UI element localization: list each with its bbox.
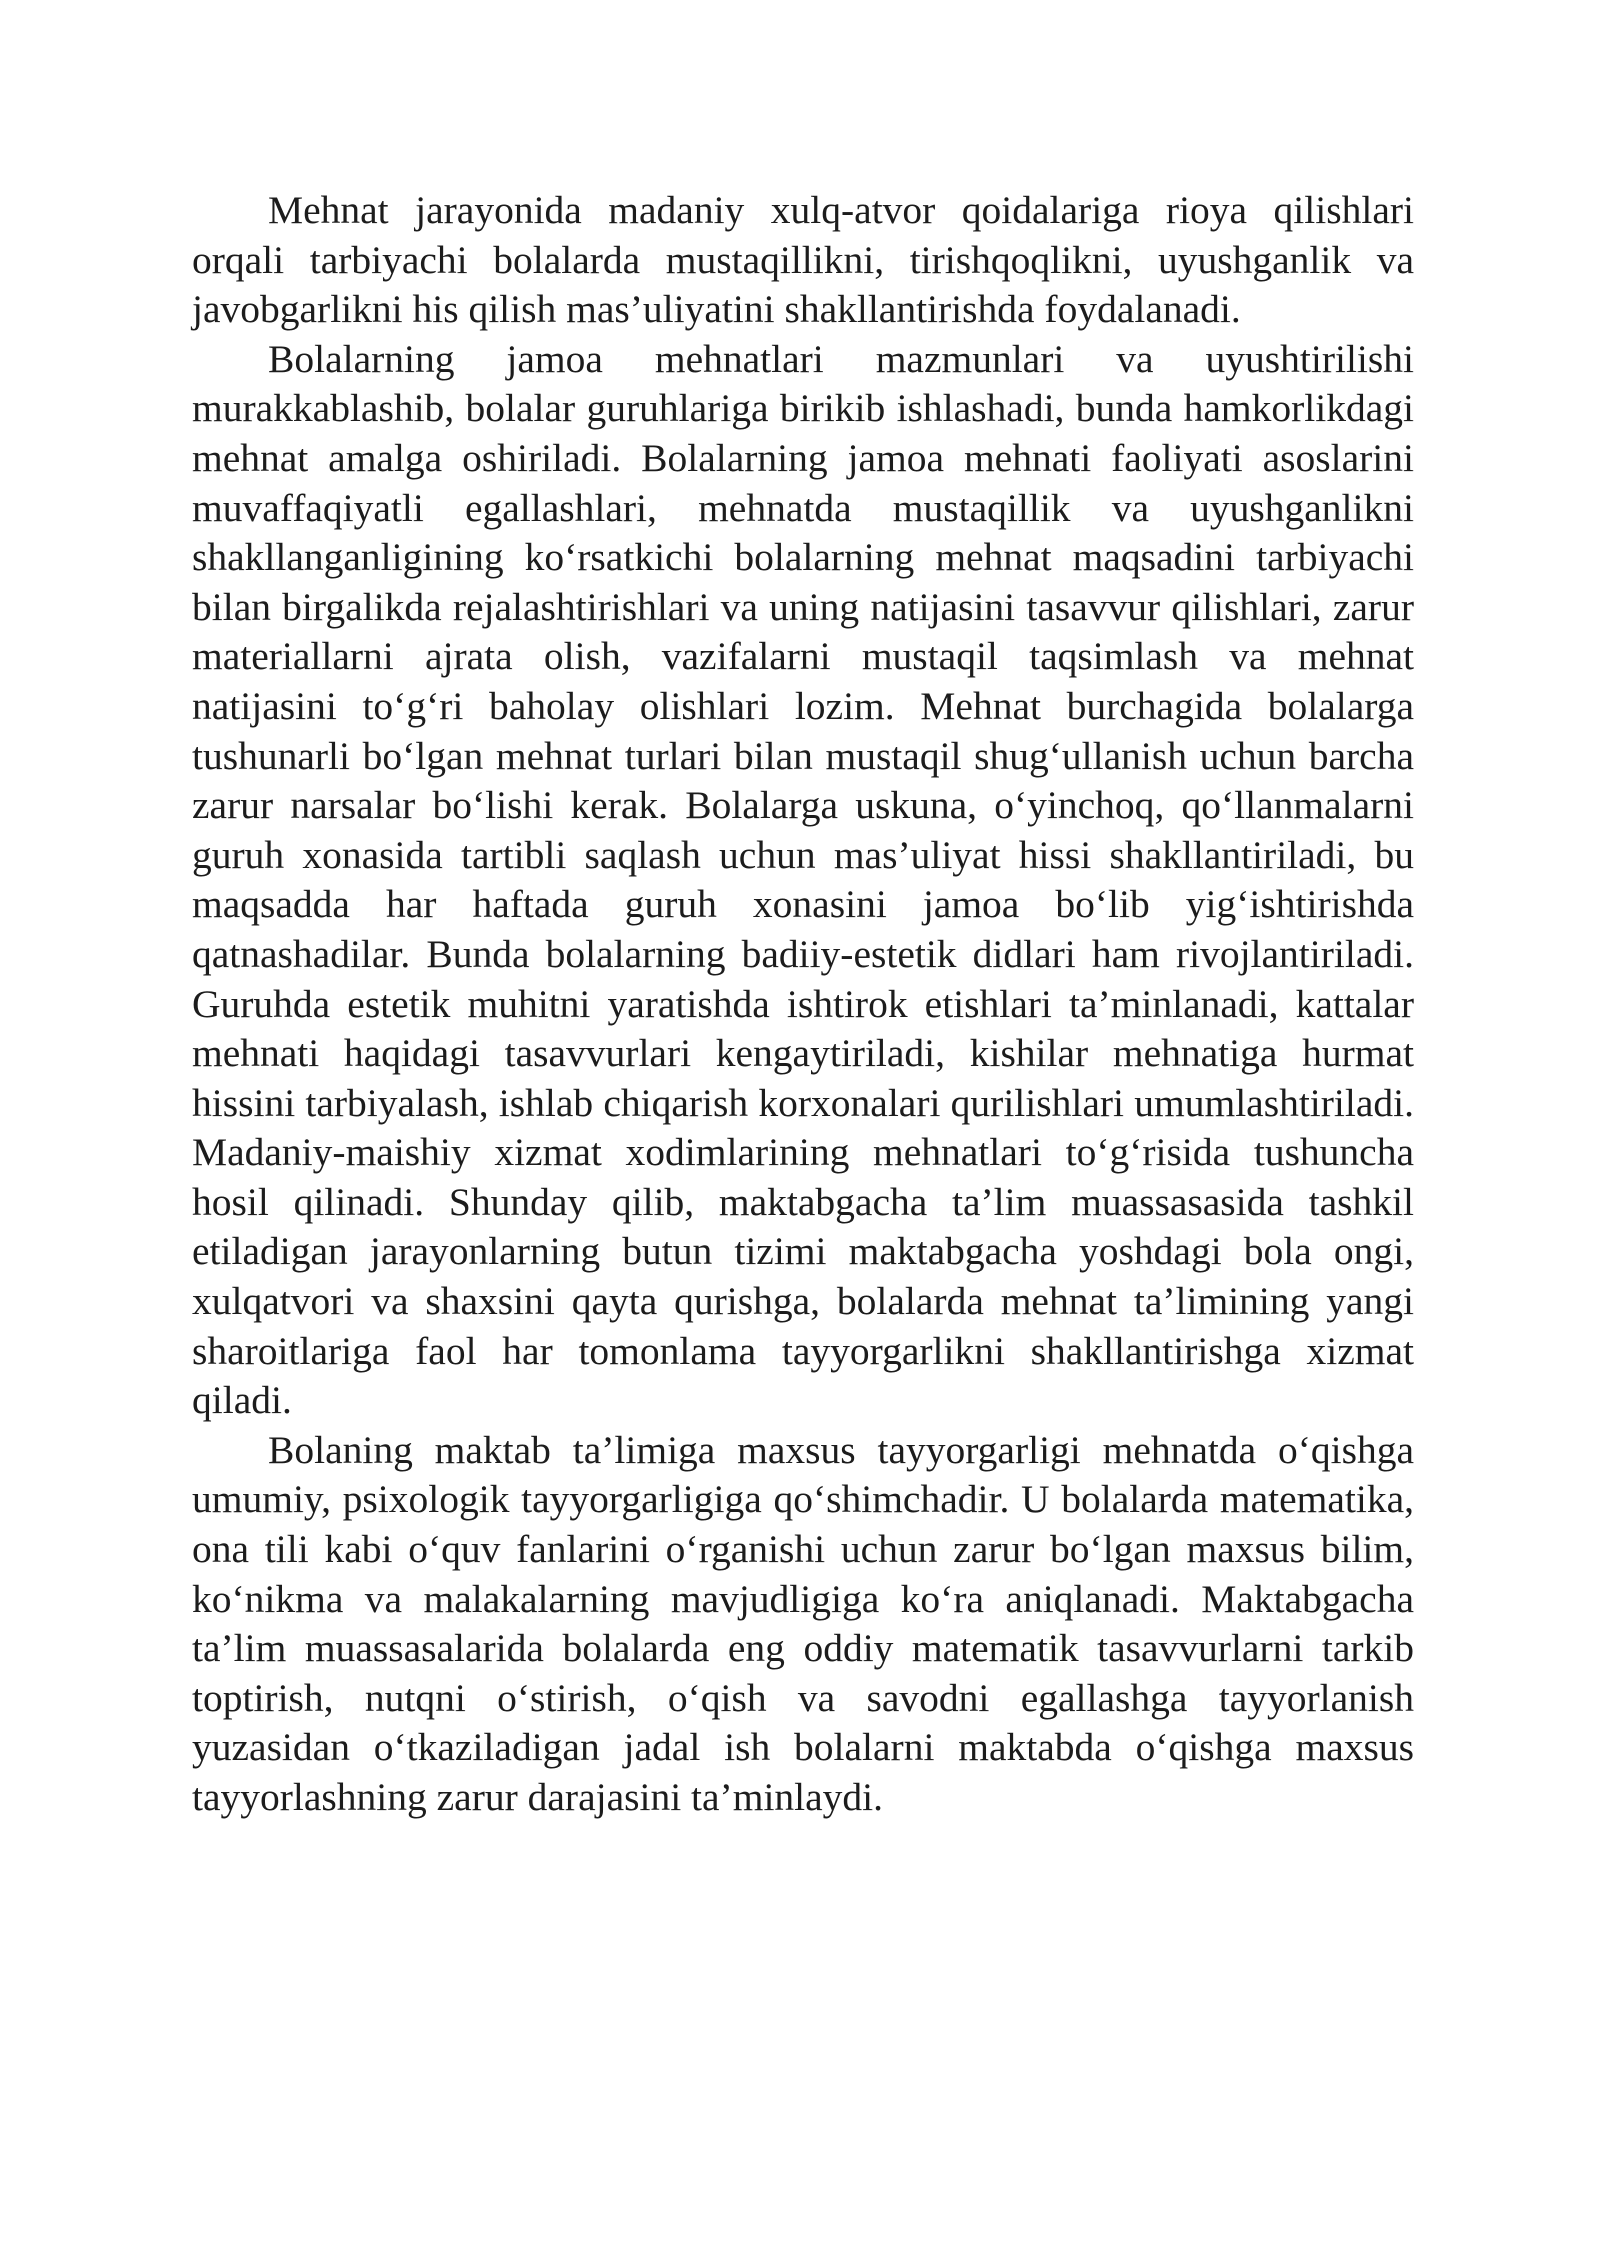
- page-body: [192, 186, 1414, 1823]
- paragraph-3: Bolaning maktab ta’limiga maxsus tayyorgarligi mehnatda o‘qishga umumiy, psixologik tayyorgarligiga qo‘shimchadir. U bolalarda matematika, ona tili kabi o‘quv fanlarini o‘rganishi uchun zarur bo‘lgan maxsus bilim, ko‘nikma va malakalarning mavjudligiga ko‘ra aniqlanadi. Maktabgacha ta’lim muassasalarida bolalarda eng oddiy matematik tasavvurlarni tarkib toptirish, nutqni o‘stirish, o‘qish va savodni egallashga tayyorlanish yuzasidan o‘tkaziladigan jadal ish bolalarni maktabda o‘qishga maxsus tayyorlashning zarur darajasini ta’minlaydi.: [192, 1427, 1414, 1819]
- paragraph-1: Mehnat jarayonida madaniy xulq-atvor qoidalariga rioya qilishlari orqali tarbiyachi bolalarda mustaqillikni, tirishqoqlikni, uyushganlik va javobgarlikni his qilish mas’uliyatini shakllantirishda foydalanadi.: [192, 188, 1414, 332]
- paragraph-2: Bolalarning jamoa mehnatlari mazmunlari va uyushtirilishi murakkablashib, bolalar guruhlariga birikib ishlashadi, bunda hamkorlikdagi mehnat amalga oshiriladi. Bolalarning jamoa mehnati faoliyati asoslarini muvaffaqiyatli egallashlari, mehnatda mustaqillik va uyushganlikni shakllanganligining ko‘rsatkichi bolalarning mehnat maqsadini tarbiyachi bilan birgalikda rejalashtirishlari va uning natijasini tasavvur qilishlari, zarur materiallarni ajrata olish, vazifalarni mustaqil taqsimlash va mehnat natijasini to‘g‘ri baholay olishlari lozim. Mehnat burchagida bolalarga tushunarli bo‘lgan mehnat turlari bilan mustaqil shug‘ullanish uchun barcha zarur narsalar bo‘lishi kerak. Bolalarga uskuna, o‘yinchoq, qo‘llanmalarni guruh xonasida tartibli saqlash uchun mas’uliyat hissi shakllantiriladi, bu maqsadda har haftada guruh xonasini jamoa bo‘lib yig‘ishtirishda qatnashadilar. Bunda bolalarning badiiy-estetik didlari ham rivojlantiriladi. Guruhda estetik muhitni yaratishda ishtirok etishlari ta’minlanadi, kattalar mehnati haqidagi tasavvurlari kengaytiriladi, kishilar mehnatiga hurmat hissini tarbiyalash, ishlab chiqarish korxonalari qurilishlari umumlashtiriladi. Madaniy-maishiy xizmat xodimlarining mehnatlari to‘g‘risida tushuncha hosil qilinadi. Shunday qilib, maktabgacha ta’lim muassasasida tashkil etiladigan jarayonlarning butun tizimi maktabgacha yoshdagi bola ongi, xulqatvori va shaxsini qayta qurishga, bolalarda mehnat ta’limining yangi sharoitlariga faol har tomonlama tayyorgarlikni shakllantirishga xizmat qiladi.: [192, 336, 1414, 1423]
